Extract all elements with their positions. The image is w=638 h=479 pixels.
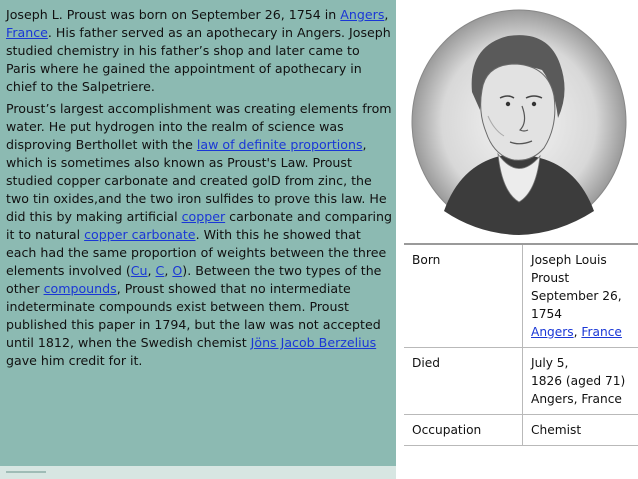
infobox-label-died: Died [404,348,523,415]
paragraph-text: Proust’s largest accomplishment was creating elements from water. He put hydrogen into the realm of science was disproving Berthollet with the [6,101,392,152]
paragraph-text: , Proust showed that no intermediate indeterminate compounds exist between them. Proust published this paper in 1794, but the law was not accepted until 1812, when the Swedish chemist [6,281,381,350]
born-place [531,323,632,341]
separator: , [573,325,582,339]
infobox-table [404,243,638,446]
separator: , [384,7,389,22]
link-o[interactable]: O [172,263,183,278]
paragraph-text: carbonate and comparing it to natural [6,209,393,242]
link-c[interactable]: C [155,263,165,278]
paragraph-text: , which is sometimes also known as Proust's Law. Proust studied copper carbonate and created golD from zinc, the two tin oxides,and the two iron sulfides to prove this law. He did this by making artificial [6,137,387,224]
link-berzelius[interactable]: Jöns Jacob Berzelius [250,335,377,350]
link-compounds[interactable]: compounds [43,281,117,296]
portrait-image [408,6,630,238]
paragraph-accomplishments [6,100,392,370]
infobox-label-occupation: Occupation [404,415,523,446]
infobox-value-died: July 5, 1826 (aged 71) Angers, France [523,348,638,415]
link-law-of-definite-proportions[interactable]: law of definite proportions [196,137,363,152]
slide-footer-strip [0,466,396,479]
separator: , [164,263,173,278]
link-angers[interactable]: Angers [340,7,385,22]
link-copper[interactable]: copper [181,209,226,224]
infobox-row-died [404,348,638,415]
infobox-value-occupation: Chemist [523,415,638,446]
separator: , [147,263,156,278]
infobox-label-born: Born [404,244,523,348]
infobox-row-occupation [404,415,638,446]
infobox-row-born [404,244,638,348]
link-born-angers[interactable]: Angers [531,325,574,339]
paragraph-biography [6,6,392,96]
link-copper-carbonate[interactable]: copper carbonate [84,227,196,242]
paragraph-text: gave him credit for it. [6,353,143,368]
paragraph-text: Joseph L. Proust was born on September 26, 1754 in [6,7,341,22]
born-name: Joseph Louis Proust [531,253,607,285]
born-date: September 26, 1754 [531,289,622,321]
paragraph-text: . With this he showed that each had the same proportion of weights between the three elements involved ( [6,227,387,278]
paragraph-text: ). Between the two types of the other [6,263,382,296]
link-france[interactable]: France [6,25,48,40]
infobox-value-born [523,244,638,348]
paragraph-text: . His father served as an apothecary in Angers. Joseph studied chemistry in his father’s shop and later came to Paris where he gained the appointment of apothecary in chief to the Salpetriere. [6,25,391,94]
link-born-france[interactable]: France [581,325,622,339]
link-cu[interactable]: Cu [130,263,148,278]
